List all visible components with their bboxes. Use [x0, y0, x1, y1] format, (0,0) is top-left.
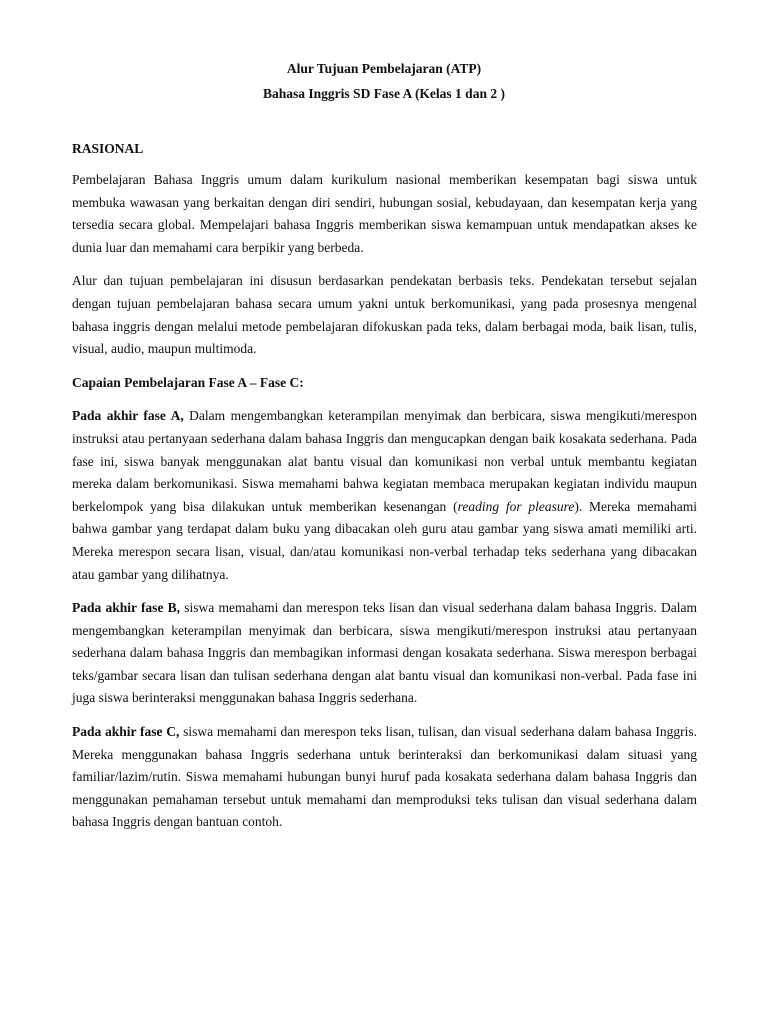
fase-b-paragraph: [72, 597, 697, 710]
fase-b-text: siswa memahami dan merespon teks lisan dan visual sederhana dalam bahasa Inggris. Dalam mengembangkan keterampilan menyimak dan berbicara, siswa mengikuti/merespon instruksi atau pertanyaan sederhana dalam bahasa Inggris dan membagikan informasi dengan kosakata sederhana. Siswa merespon berbagai teks/gambar secara lisan dan tulisan sederhana dengan alat bantu visual dan komunikasi non-verbal. Pada fase ini juga siswa berinteraksi menggunakan bahasa Inggris sederhana.: [72, 600, 697, 706]
fase-c-text: siswa memahami dan merespon teks lisan, tulisan, dan visual sederhana dalam bahasa Inggris. Mereka menggunakan bahasa Inggris sederhana untuk berinteraksi dan berkomunikasi dalam situasi yang familiar/lazim/rutin. Siswa memahami hubungan bunyi huruf pada kosakata sederhana dalam bahasa Inggris dan menggunakan pemahaman tersebut untuk memahami dan memproduksi teks tulisan dan visual sederhana dalam bahasa Inggris dengan bantuan contoh.: [72, 724, 697, 830]
document-subtitle: Bahasa Inggris SD Fase A (Kelas 1 dan 2 ): [263, 86, 505, 101]
rasional-paragraph-2: Alur dan tujuan pembelajaran ini disusun berdasarkan pendekatan berbasis teks. Pendekatan tersebut sejalan dengan tujuan pembelajaran bahasa secara umum yakni untuk berkomunikasi, yang pada prosesnya mengenal bahasa inggris dengan melalui metode pembelajaran difokuskan pada teks, dalam berbagai moda, baik lisan, tulis, visual, audio, maupun multimoda.: [72, 273, 697, 357]
fase-a-lead: Pada akhir fase A,: [72, 408, 184, 424]
fase-c-paragraph: [72, 721, 697, 834]
capaian-heading: Capaian Pembelajaran Fase A – Fase C:: [72, 374, 304, 390]
rasional-paragraph-1: Pembelajaran Bahasa Inggris umum dalam kurikulum nasional memberikan kesempatan bagi siswa untuk membuka wawasan yang berkaitan dengan diri sendiri, hubungan sosial, kebudayaan, dan kesempatan kerja yang tersedia secara global. Mempelajari bahasa Inggris memberikan siswa kemampuan untuk mendapatkan akses ke dunia luar dan memahami cara berpikir yang berbeda.: [72, 172, 697, 255]
section-heading-rasional: RASIONAL: [72, 141, 144, 156]
fase-c-lead: Pada akhir fase C,: [72, 724, 180, 740]
fase-a-italic-phrase: reading for pleasure: [457, 498, 575, 514]
fase-a-text-1: Dalam mengembangkan keterampilan menyimak dan berbicara, siswa mengikuti/merespon instruksi atau pertanyaan sederhana dalam bahasa Inggris dan mengucapkan dengan baik kosakata sederhana. Pada fase ini, siswa banyak menggunakan alat bantu visual dan komunikasi non verbal untuk membantu kegiatan mereka dalam berkomunikasi. Siswa memahami bahwa kegiatan membaca merupakan kegiatan individu maupun berkelompok yang bisa dilakukan untuk memberikan kesenangan (: [72, 408, 698, 514]
document-body: [72, 141, 697, 845]
fase-b-lead: Pada akhir fase B,: [72, 600, 181, 616]
document-title: Alur Tujuan Pembelajaran (ATP): [286, 61, 482, 76]
fase-a-text-2: ). Mereka memahami bahwa gambar yang terdapat dalam buku yang dibacakan oleh guru atau gambar yang siswa amati memiliki arti. Mereka merespon secara lisan, visual, dan/atau komunikasi non-verbal terhadap teks sederhana yang dibacakan atau gambar yang dilihatnya.: [72, 498, 697, 582]
fase-a-paragraph: [72, 405, 697, 586]
